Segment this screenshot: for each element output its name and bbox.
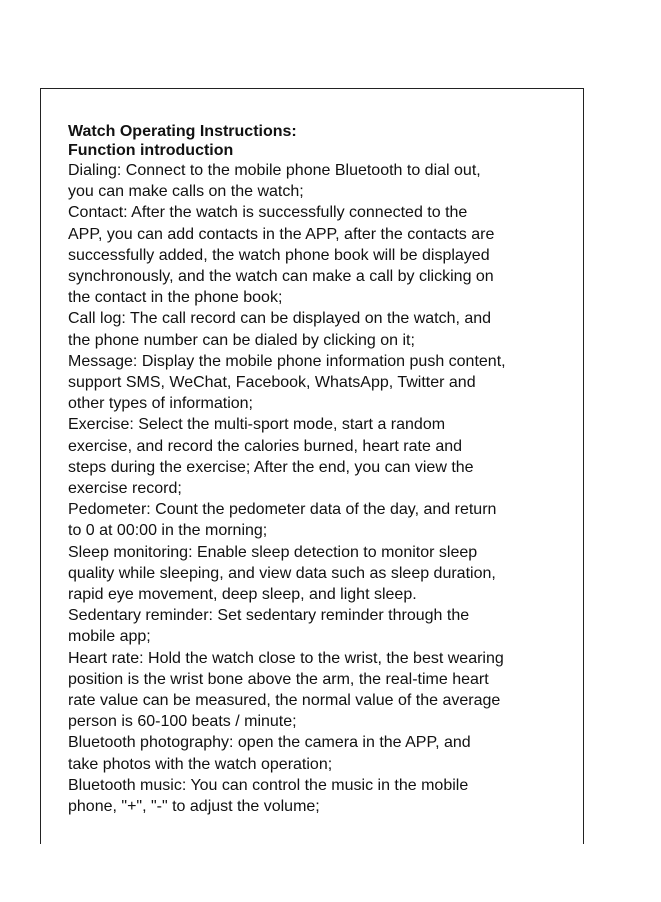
text-line: Exercise: Select the multi-sport mode, start a random — [68, 416, 446, 434]
text-line: Contact: After the watch is successfully connected to the — [68, 204, 468, 222]
text-line: Pedometer: Count the pedometer data of the day, and return — [68, 501, 497, 519]
document-title: Watch Operating Instructions: — [68, 123, 297, 140]
instruction-lines — [68, 160, 568, 817]
text-line: Call log: The call record can be displayed on the watch, and — [68, 310, 492, 328]
text-line: support SMS, WeChat, Facebook, WhatsApp, Twitter and — [68, 374, 476, 392]
text-line: Heart rate: Hold the watch close to the wrist, the best wearing — [68, 649, 504, 667]
text-line: exercise record; — [68, 480, 182, 498]
text-line: mobile app; — [68, 628, 151, 646]
text-line: exercise, and record the calories burned, heart rate and — [68, 437, 463, 455]
text-line: successfully added, the watch phone book will be displayed — [68, 246, 490, 264]
text-line: synchronously, and the watch can make a call by clicking on — [68, 268, 494, 286]
text-line: to 0 at 00:00 in the morning; — [68, 522, 268, 540]
text-line: Sedentary reminder: Set sedentary reminder through the — [68, 607, 470, 625]
text-line: person is 60-100 beats / minute; — [68, 713, 297, 731]
instructions-content — [68, 122, 568, 817]
text-line: position is the wrist bone above the arm, the real-time heart — [68, 670, 489, 688]
text-line: Bluetooth music: You can control the music in the mobile — [68, 776, 469, 794]
text-line: the contact in the phone book; — [68, 289, 283, 307]
text-line: Dialing: Connect to the mobile phone Bluetooth to dial out, — [68, 162, 481, 179]
text-line: APP, you can add contacts in the APP, after the contacts are — [68, 225, 495, 243]
text-line: phone, "+", "-" to adjust the volume; — [68, 798, 320, 816]
text-line: Bluetooth photography: open the camera in the APP, and — [68, 734, 471, 752]
text-line: rate value can be measured, the normal value of the average — [68, 692, 501, 710]
text-line: rapid eye movement, deep sleep, and light sleep. — [68, 586, 417, 604]
text-line: you can make calls on the watch; — [68, 183, 304, 201]
text-line: quality while sleeping, and view data such as sleep duration, — [68, 564, 496, 582]
section-heading: Function introduction — [68, 142, 234, 159]
text-line: Sleep monitoring: Enable sleep detection to monitor sleep — [68, 543, 478, 561]
text-line: Message: Display the mobile phone information push content, — [68, 352, 506, 370]
text-line: steps during the exercise; After the end, you can view the — [68, 458, 474, 476]
text-line: other types of information; — [68, 395, 253, 413]
text-line: the phone number can be dialed by clicking on it; — [68, 331, 415, 349]
text-line: take photos with the watch operation; — [68, 755, 333, 773]
